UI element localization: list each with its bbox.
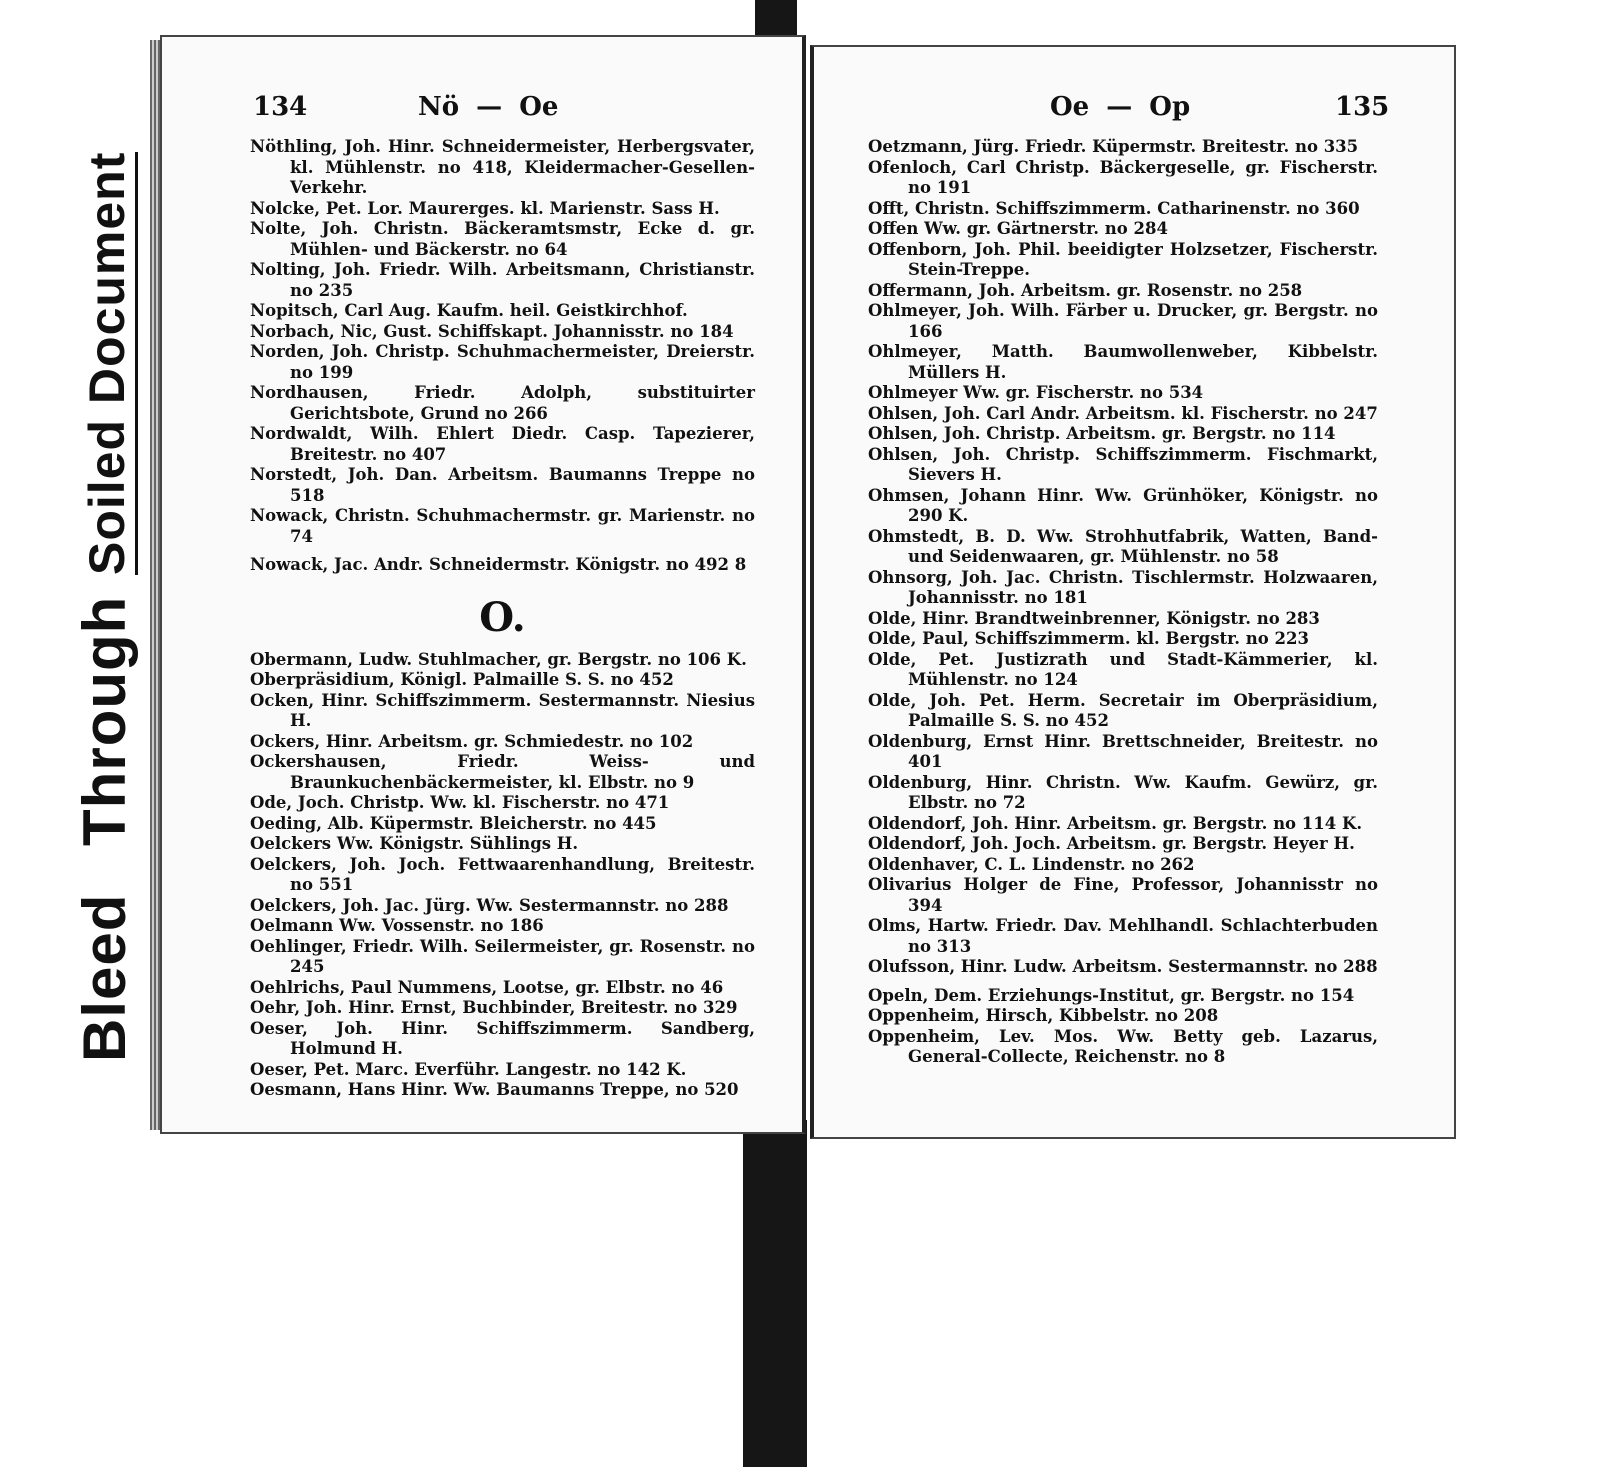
directory-entry: Nopitsch, Carl Aug. Kaufm. heil. Geistkirchhof. — [250, 301, 688, 320]
directory-entry: Ockershausen, Friedr. Weiss- und Braunkuchenbäckermeister, kl. Elbstr. no 9 — [250, 752, 755, 792]
directory-entry: Opeln, Dem. Erziehungs-Institut, gr. Bergstr. no 154 — [868, 985, 1355, 1005]
directory-entry: Olde, Pet. Justizrath und Stadt-Kämmerier, kl. Mühlenstr. no 124 — [868, 649, 1378, 689]
directory-entry: Oelckers Ww. Königstr. Sühlings H. — [250, 834, 579, 853]
directory-entry: Nordhausen, Friedr. Adolph, substituirter Gerichtsbote, Grund no 266 — [250, 383, 755, 423]
directory-entry: Oldendorf, Joh. Joch. Arbeitsm. gr. Bergstr. Heyer H. — [868, 834, 1355, 853]
directory-entry: Ohlsen, Joh. Carl Andr. Arbeitsm. kl. Fischerstr. no 247 — [868, 403, 1378, 423]
directory-entry: Nolting, Joh. Friedr. Wilh. Arbeitsmann, Christianstr. no 235 — [250, 260, 755, 300]
directory-entry: Oeding, Alb. Küpermstr. Bleicherstr. no 445 — [250, 813, 657, 833]
directory-entry: Oppenheim, Hirsch, Kibbelstr. no 208 — [868, 1006, 1219, 1025]
directory-entry: Olivarius Holger de Fine, Professor, Johannisstr no 394 — [868, 875, 1378, 915]
directory-entry: Oberpräsidium, Königl. Palmaille S. S. no 452 — [250, 670, 674, 689]
directory-entry: Ohlmeyer, Joh. Wilh. Färber u. Drucker, gr. Bergstr. no 166 — [868, 301, 1378, 341]
directory-entry: Nordwaldt, Wilh. Ehlert Diedr. Casp. Tapezierer, Breitestr. no 407 — [250, 424, 755, 464]
entries-after-section — [250, 650, 755, 1101]
directory-entry: Oehr, Joh. Hinr. Ernst, Buchbinder, Breitestr. no 329 — [250, 998, 738, 1017]
directory-entry: Oelckers, Joh. Joch. Fettwaarenhandlung, Breitestr. no 551 — [250, 854, 755, 894]
directory-entry: Norstedt, Joh. Dan. Arbeitsm. Baumanns Treppe no 518 — [250, 465, 755, 505]
directory-entry: Nöthling, Joh. Hinr. Schneidermeister, Herbergsvater, kl. Mühlenstr. no 418, Kleidermacher-Gesellen-Verkehr. — [250, 137, 755, 197]
directory-entry: Ohlmeyer, Matth. Baumwollenweber, Kibbelstr. Müllers H. — [868, 342, 1378, 382]
section-letter: O. — [479, 593, 526, 641]
directory-entry: Oldenhaver, C. L. Lindenstr. no 262 — [868, 854, 1195, 874]
left-page-number: 134 — [253, 92, 308, 122]
directory-entry: Ohmsen, Johann Hinr. Ww. Grünhöker, Königstr. no 290 K. — [868, 485, 1378, 525]
page-edge — [150, 40, 160, 1130]
directory-entry: Olms, Hartw. Friedr. Dav. Mehlhandl. Schlachterbuden no 313 — [868, 916, 1378, 956]
directory-entry: Oehlrichs, Paul Nummens, Lootse, gr. Elbstr. no 46 — [250, 977, 724, 997]
directory-entry: Nolcke, Pet. Lor. Maurerges. kl. Marienstr. Sass H. — [250, 198, 720, 218]
directory-entry: Olufsson, Hinr. Ludw. Arbeitsm. Sestermannstr. no 288 — [868, 957, 1378, 976]
directory-entry: Oppenheim, Lev. Mos. Ww. Betty geb. Lazarus, General-Collecte, Reichenstr. no 8 — [868, 1026, 1378, 1066]
directory-entry: Norden, Joh. Christp. Schuhmachermeister, Dreierstr. no 199 — [250, 342, 755, 382]
directory-entry: Ohlmeyer Ww. gr. Fischerstr. no 534 — [868, 383, 1204, 402]
directory-entry: Oesmann, Hans Hinr. Ww. Baumanns Treppe, no 520 — [250, 1080, 739, 1099]
left-column — [250, 137, 755, 1101]
directory-entry: Ode, Joch. Christp. Ww. kl. Fischerstr. no 471 — [250, 793, 670, 812]
directory-entry: Obermann, Ludw. Stuhlmacher, gr. Bergstr. no 106 K. — [250, 649, 747, 669]
directory-entry: Offt, Christn. Schiffszimmerm. Catharinenstr. no 360 — [868, 198, 1360, 218]
directory-entry: Norbach, Nic, Gust. Schiffskapt. Johannisstr. no 184 — [250, 321, 734, 341]
bleed-through-label: Bleed Through — [71, 595, 138, 1062]
entries-before-section — [250, 137, 755, 576]
directory-entry: Oehlinger, Friedr. Wilh. Seilermeister, gr. Rosenstr. no 245 — [250, 936, 755, 976]
directory-entry: Ohmstedt, B. D. Ww. Strohhutfabrik, Watten, Band- und Seidenwaaren, gr. Mühlenstr. no 58 — [868, 526, 1378, 566]
directory-entry: Ockers, Hinr. Arbeitsm. gr. Schmiedestr. no 102 — [250, 731, 694, 751]
directory-entry: Oeser, Joh. Hinr. Schiffszimmerm. Sandberg, Holmund H. — [250, 1018, 755, 1058]
right-page-number: 135 — [1335, 92, 1390, 122]
right-column — [868, 137, 1378, 1068]
directory-entry: Olde, Paul, Schiffszimmerm. kl. Bergstr. no 223 — [868, 629, 1309, 648]
directory-entry: Nowack, Christn. Schuhmachermstr. gr. Marienstr. no 74 — [250, 506, 755, 546]
directory-entry: Offen Ww. gr. Gärtnerstr. no 284 — [868, 219, 1168, 238]
directory-entry: Ohlsen, Joh. Christp. Schiffszimmerm. Fischmarkt, Sievers H. — [868, 444, 1378, 484]
right-page-range: Oe — Op — [1050, 92, 1191, 122]
directory-entry: Oeser, Pet. Marc. Everführ. Langestr. no 142 K. — [250, 1059, 687, 1079]
directory-entry: Nowack, Jac. Andr. Schneidermstr. Königstr. no 492 8 — [250, 555, 747, 574]
directory-entry: Nolte, Joh. Christn. Bäckeramtsmstr, Ecke d. gr. Mühlen- und Bäckerstr. no 64 — [250, 219, 755, 259]
directory-entry: Oetzmann, Jürg. Friedr. Küpermstr. Breitestr. no 335 — [868, 137, 1359, 156]
directory-entry: Olde, Joh. Pet. Herm. Secretair im Oberpräsidium, Palmaille S. S. no 452 — [868, 690, 1378, 730]
directory-entry: Offermann, Joh. Arbeitsm. gr. Rosenstr. no 258 — [868, 280, 1303, 300]
directory-entry: Oldenburg, Ernst Hinr. Brettschneider, Breitestr. no 401 — [868, 731, 1378, 771]
directory-entry: Ofenloch, Carl Christp. Bäckergeselle, gr. Fischerstr. no 191 — [868, 157, 1378, 197]
directory-entry: Oelmann Ww. Vossenstr. no 186 — [250, 916, 544, 935]
directory-entry: Offenborn, Joh. Phil. beeidigter Holzsetzer, Fischerstr. Stein-Treppe. — [868, 239, 1378, 279]
left-page-range: Nö — Oe — [418, 92, 559, 122]
directory-entry: Ohnsorg, Joh. Jac. Christn. Tischlermstr. Holzwaaren, Johannisstr. no 181 — [868, 567, 1378, 607]
binding-shadow-bottom — [743, 1120, 807, 1467]
directory-entry: Olde, Hinr. Brandtweinbrenner, Königstr. no 283 — [868, 608, 1320, 628]
soiled-document-label: Soiled Document — [78, 152, 136, 575]
directory-entry: Oelckers, Joh. Jac. Jürg. Ww. Sestermannstr. no 288 — [250, 895, 729, 915]
directory-entry: Ohlsen, Joh. Christp. Arbeitsm. gr. Bergstr. no 114 — [868, 424, 1336, 443]
directory-entry: Oldenburg, Hinr. Christn. Ww. Kaufm. Gewürz, gr. Elbstr. no 72 — [868, 772, 1378, 812]
right-entries — [868, 137, 1378, 1068]
directory-entry: Oldendorf, Joh. Hinr. Arbeitsm. gr. Bergstr. no 114 K. — [868, 813, 1363, 833]
directory-entry: Ocken, Hinr. Schiffszimmerm. Sestermannstr. Niesius H. — [250, 690, 755, 730]
